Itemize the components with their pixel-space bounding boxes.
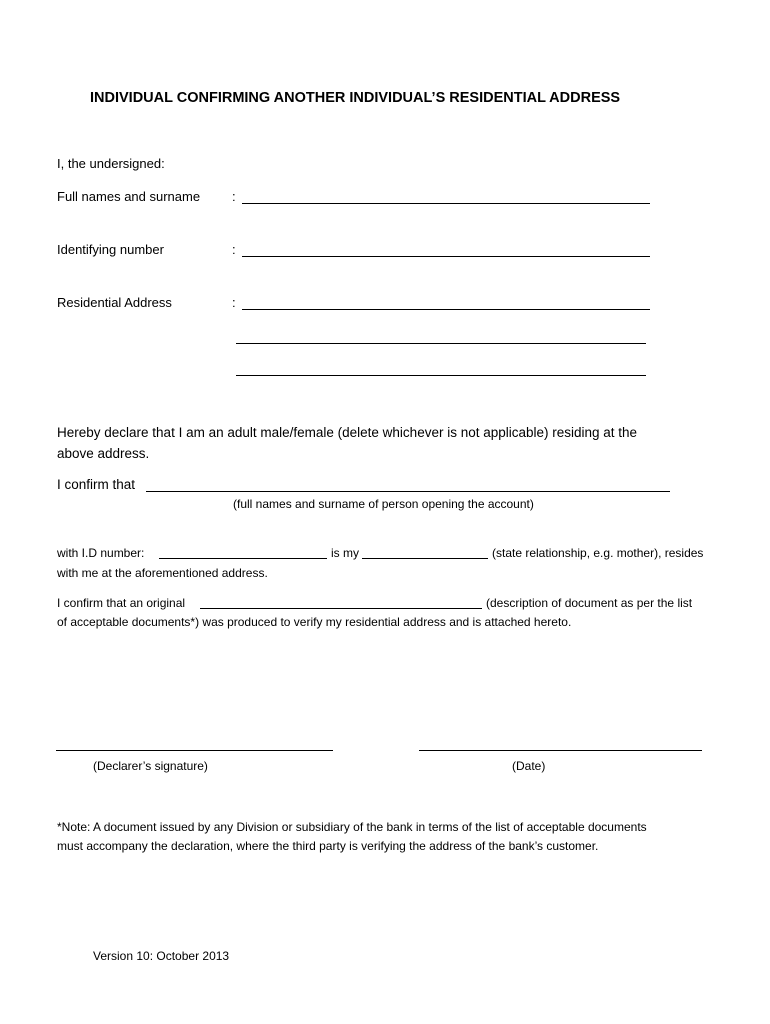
id-number-field[interactable] xyxy=(159,558,327,559)
note-line-2: must accompany the declaration, where the third party is verifying the address of the bank’s customer. xyxy=(57,839,599,853)
confirm-prefix: I confirm that xyxy=(57,477,136,492)
id-prefix: with I.D number: xyxy=(57,546,145,560)
original-prefix: I confirm that an original xyxy=(57,596,186,610)
residential-address-field-1[interactable] xyxy=(242,309,650,310)
residential-address-field-3[interactable] xyxy=(236,375,646,376)
confirm-caption: (full names and surname of person opening the account) xyxy=(233,497,534,511)
identifying-number-colon: : xyxy=(232,242,236,257)
full-names-colon: : xyxy=(232,189,236,204)
relationship-field[interactable] xyxy=(362,558,488,559)
document-description-field[interactable] xyxy=(200,608,482,609)
declaration-line-1: Hereby declare that I am an adult male/female (delete whichever is not applicable) residing at the xyxy=(57,425,638,440)
id-is-my: is my xyxy=(331,546,359,560)
declaration-line-2: above address. xyxy=(57,446,150,461)
date-label: (Date) xyxy=(512,759,546,773)
version-footer: Version 10: October 2013 xyxy=(93,949,230,963)
declarer-signature-label: (Declarer’s signature) xyxy=(93,759,208,773)
residential-address-field-2[interactable] xyxy=(236,343,646,344)
note-line-1: *Note: A document issued by any Division or subsidiary of the bank in terms of the list of acceptable documents xyxy=(57,820,647,834)
full-names-label: Full names and surname xyxy=(57,189,201,204)
identifying-number-label: Identifying number xyxy=(57,242,164,257)
date-field[interactable] xyxy=(419,750,702,751)
declarer-signature-field[interactable] xyxy=(56,750,333,751)
identifying-number-field[interactable] xyxy=(242,256,650,257)
full-names-field[interactable] xyxy=(242,203,650,204)
original-line-2: of acceptable documents*) was produced to verify my residential address and is attached hereto. xyxy=(57,615,572,629)
id-line-2: with me at the aforementioned address. xyxy=(57,566,268,580)
residential-address-colon: : xyxy=(232,295,236,310)
page-title: INDIVIDUAL CONFIRMING ANOTHER INDIVIDUAL’S RESIDENTIAL ADDRESS xyxy=(90,90,621,106)
intro-text: I, the undersigned: xyxy=(57,156,165,171)
original-suffix: (description of document as per the list xyxy=(486,596,693,610)
declaration-paragraph xyxy=(57,422,637,464)
id-suffix: (state relationship, e.g. mother), resides xyxy=(492,546,704,560)
confirm-name-field[interactable] xyxy=(146,491,670,492)
residential-address-label: Residential Address xyxy=(57,295,172,310)
